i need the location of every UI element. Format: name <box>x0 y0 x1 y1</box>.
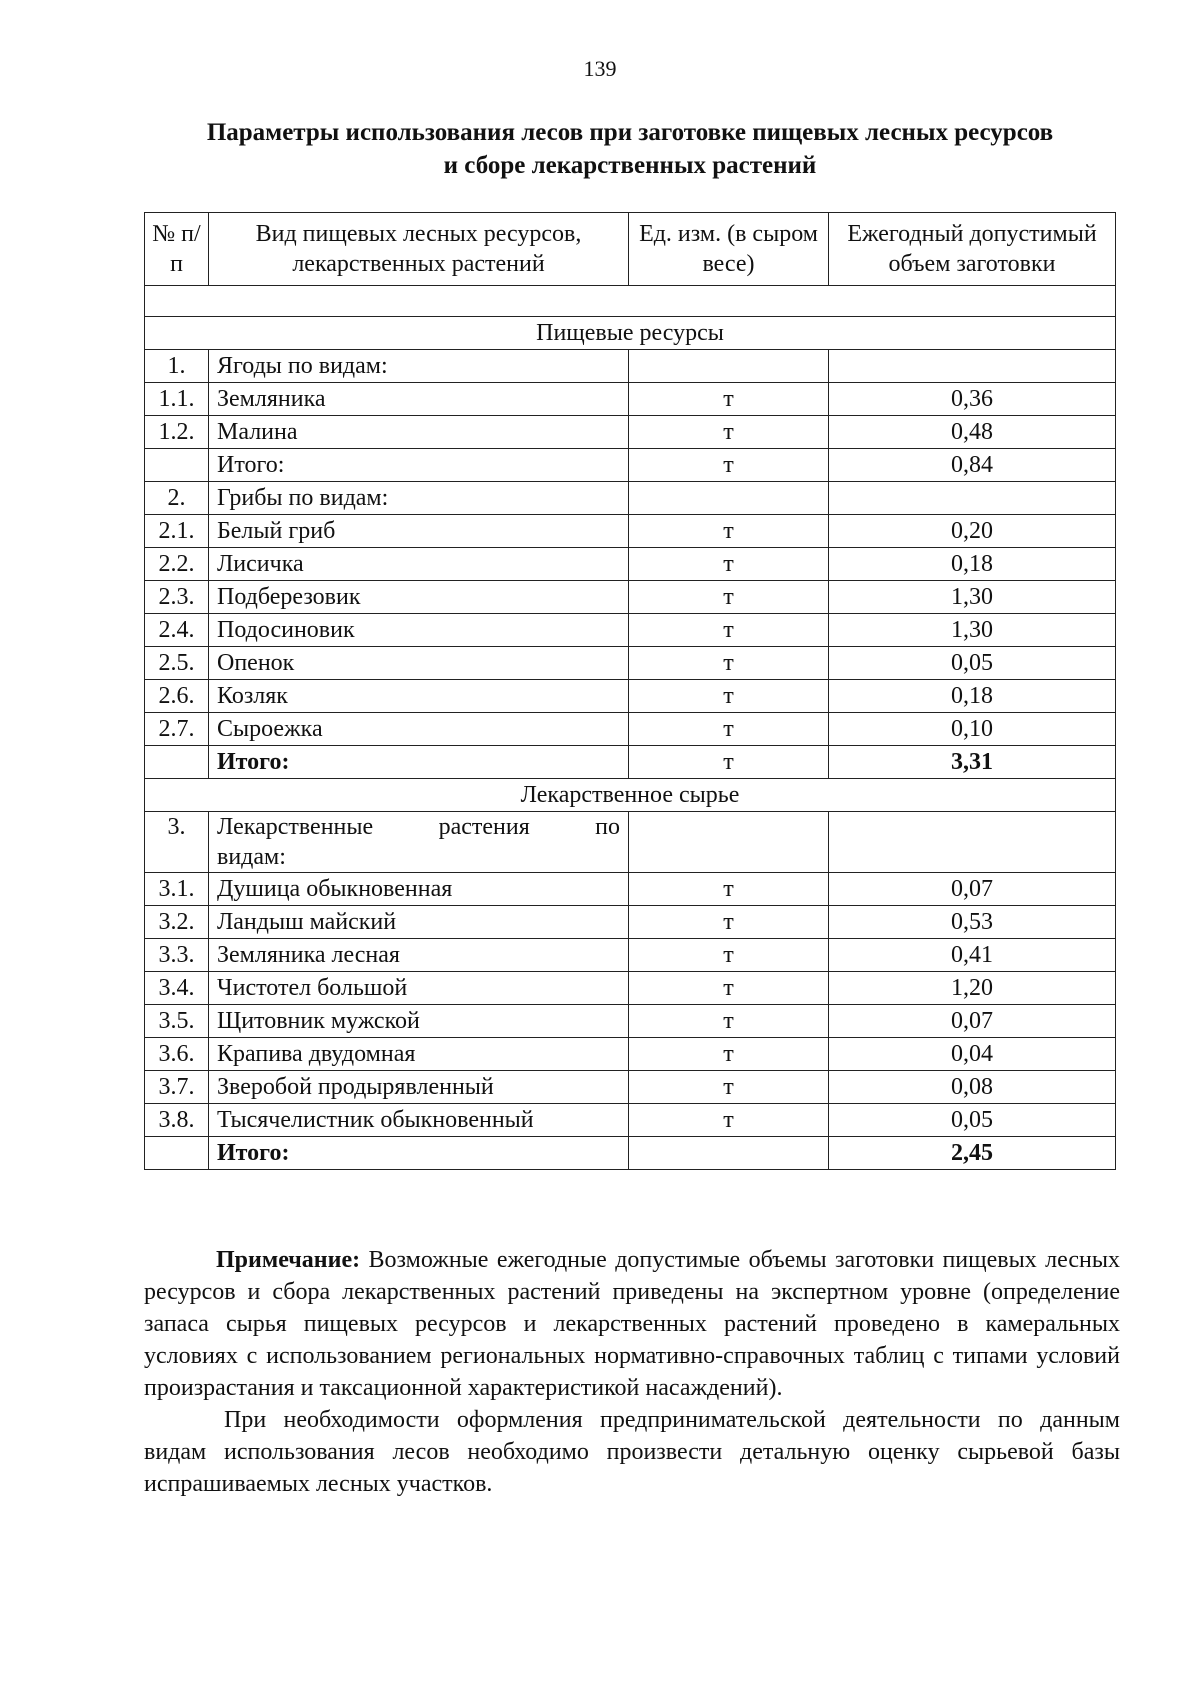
row-name: Тысячелистник обыкновенный <box>209 1104 629 1137</box>
row-unit <box>629 482 829 515</box>
table-row <box>145 873 1116 906</box>
table-row <box>145 515 1116 548</box>
row-value: 0,08 <box>829 1071 1116 1104</box>
row-num: 2.6. <box>145 680 209 713</box>
row-value: 0,48 <box>829 416 1116 449</box>
row-num <box>145 1137 209 1170</box>
section-row-food <box>145 317 1116 350</box>
row-num: 3.6. <box>145 1038 209 1071</box>
table-row <box>145 713 1116 746</box>
row-name: Щитовник мужской <box>209 1005 629 1038</box>
row-name: Ягоды по видам: <box>209 350 629 383</box>
row-unit: т <box>629 581 829 614</box>
row-num: 2.7. <box>145 713 209 746</box>
row-num: 2.5. <box>145 647 209 680</box>
row-name: Крапива двудомная <box>209 1038 629 1071</box>
table-header-row <box>145 213 1116 286</box>
row-num: 3.4. <box>145 972 209 1005</box>
row-num: 2. <box>145 482 209 515</box>
table-row <box>145 350 1116 383</box>
row-unit: т <box>629 906 829 939</box>
table-row <box>145 939 1116 972</box>
table-row <box>145 972 1116 1005</box>
row-value: 0,07 <box>829 873 1116 906</box>
row-num: 3.8. <box>145 1104 209 1137</box>
note-text-1: Возможные ежегодные допустимые объемы заготовки пищевых лесных ресурсов и сбора лекарственных растений приведены на экспертном уровне (определение запаса сырья пищевых ресурсов и лекарственных растений проведено в камеральных условиях с использованием региональных нормативно-справочных таблиц с типами условий произрастания и таксационной характеристикой насаждений). <box>144 1247 1120 1401</box>
row-value: 0,41 <box>829 939 1116 972</box>
row-unit <box>629 1137 829 1170</box>
row-num: 2.4. <box>145 614 209 647</box>
row-name: Итого: <box>209 1137 629 1170</box>
row-value: 1,20 <box>829 972 1116 1005</box>
row-unit: т <box>629 1104 829 1137</box>
row-name <box>209 812 629 873</box>
row-unit: т <box>629 873 829 906</box>
row-num: 3.2. <box>145 906 209 939</box>
table-row <box>145 614 1116 647</box>
row-num: 2.1. <box>145 515 209 548</box>
row-name: Итого: <box>209 449 629 482</box>
row-name: Грибы по видам: <box>209 482 629 515</box>
row-value: 1,30 <box>829 581 1116 614</box>
row-unit <box>629 812 829 873</box>
row-unit: т <box>629 548 829 581</box>
table-row <box>145 647 1116 680</box>
row-value: 0,05 <box>829 1104 1116 1137</box>
row-num <box>145 746 209 779</box>
row-name: Белый гриб <box>209 515 629 548</box>
note <box>144 1244 1120 1500</box>
document-title <box>140 116 1120 182</box>
row-name-line-1: Лекарственные растения по <box>217 814 620 840</box>
row-unit: т <box>629 939 829 972</box>
row-num: 3.7. <box>145 1071 209 1104</box>
row-unit <box>629 350 829 383</box>
row-num: 2.3. <box>145 581 209 614</box>
row-name-line-2: видам: <box>217 844 286 870</box>
table-row <box>145 1137 1116 1170</box>
table-row <box>145 482 1116 515</box>
row-value <box>829 350 1116 383</box>
row-unit: т <box>629 746 829 779</box>
row-name: Земляника лесная <box>209 939 629 972</box>
table-row <box>145 746 1116 779</box>
row-num: 2.2. <box>145 548 209 581</box>
row-num: 1.2. <box>145 416 209 449</box>
table-row <box>145 548 1116 581</box>
note-paragraph-1 <box>144 1244 1120 1404</box>
table-row <box>145 1071 1116 1104</box>
table-row <box>145 680 1116 713</box>
row-unit: т <box>629 713 829 746</box>
row-name: Земляника <box>209 383 629 416</box>
page-number: 139 <box>583 56 617 81</box>
note-label: Примечание: <box>216 1247 361 1273</box>
row-value: 0,18 <box>829 680 1116 713</box>
row-unit: т <box>629 614 829 647</box>
row-num: 3. <box>145 812 209 873</box>
row-unit: т <box>629 972 829 1005</box>
row-name: Итого: <box>209 746 629 779</box>
row-num: 3.1. <box>145 873 209 906</box>
row-value: 0,53 <box>829 906 1116 939</box>
header-unit: Ед. изм. (в сыром весе) <box>629 213 829 286</box>
row-unit: т <box>629 383 829 416</box>
resources-table <box>144 212 1116 1170</box>
row-value: 2,45 <box>829 1137 1116 1170</box>
row-unit: т <box>629 647 829 680</box>
row-value: 1,30 <box>829 614 1116 647</box>
row-num: 1.1. <box>145 383 209 416</box>
row-unit: т <box>629 1038 829 1071</box>
row-value: 0,84 <box>829 449 1116 482</box>
row-name: Опенок <box>209 647 629 680</box>
row-name: Подберезовик <box>209 581 629 614</box>
row-name: Чистотел большой <box>209 972 629 1005</box>
note-paragraph-2: При необходимости оформления предпринимательской деятельности по данным видам использования лесов необходимо произвести детальную оценку сырьевой базы испрашиваемых лесных участков. <box>144 1407 1120 1497</box>
row-num: 3.5. <box>145 1005 209 1038</box>
table-row <box>145 1038 1116 1071</box>
row-name: Ландыш майский <box>209 906 629 939</box>
row-name: Зверобой продырявленный <box>209 1071 629 1104</box>
row-name: Сыроежка <box>209 713 629 746</box>
row-unit: т <box>629 680 829 713</box>
row-value: 0,05 <box>829 647 1116 680</box>
row-value: 0,20 <box>829 515 1116 548</box>
row-unit: т <box>629 515 829 548</box>
row-num: 3.3. <box>145 939 209 972</box>
row-name: Душица обыкновенная <box>209 873 629 906</box>
row-value: 3,31 <box>829 746 1116 779</box>
row-value: 0,36 <box>829 383 1116 416</box>
row-unit: т <box>629 1071 829 1104</box>
row-name: Козляк <box>209 680 629 713</box>
row-value: 0,10 <box>829 713 1116 746</box>
row-num <box>145 449 209 482</box>
table-row <box>145 812 1116 873</box>
table-row <box>145 1104 1116 1137</box>
row-num: 1. <box>145 350 209 383</box>
row-name: Малина <box>209 416 629 449</box>
row-value: 0,07 <box>829 1005 1116 1038</box>
row-value: 0,04 <box>829 1038 1116 1071</box>
blank-row <box>145 286 1116 317</box>
row-name: Лисичка <box>209 548 629 581</box>
title-line-1: Параметры использования лесов при заготовке пищевых лесных ресурсов <box>206 119 1054 146</box>
header-kind: Вид пищевых лесных ресурсов, лекарственных растений <box>209 213 629 286</box>
header-num: № п/п <box>145 213 209 286</box>
row-value: 0,18 <box>829 548 1116 581</box>
row-unit: т <box>629 1005 829 1038</box>
title-line-2: и сборе лекарственных растений <box>443 152 817 179</box>
row-name: Подосиновик <box>209 614 629 647</box>
section-med-label: Лекарственное сырье <box>145 779 1116 812</box>
section-row-med <box>145 779 1116 812</box>
table-row <box>145 581 1116 614</box>
row-unit: т <box>629 416 829 449</box>
table-row <box>145 449 1116 482</box>
table-row <box>145 383 1116 416</box>
table-row <box>145 1005 1116 1038</box>
row-value <box>829 812 1116 873</box>
section-food-label: Пищевые ресурсы <box>145 317 1116 350</box>
header-volume: Ежегодный допустимый объем заготовки <box>829 213 1116 286</box>
row-unit: т <box>629 449 829 482</box>
table-row <box>145 416 1116 449</box>
row-value <box>829 482 1116 515</box>
table-row <box>145 906 1116 939</box>
